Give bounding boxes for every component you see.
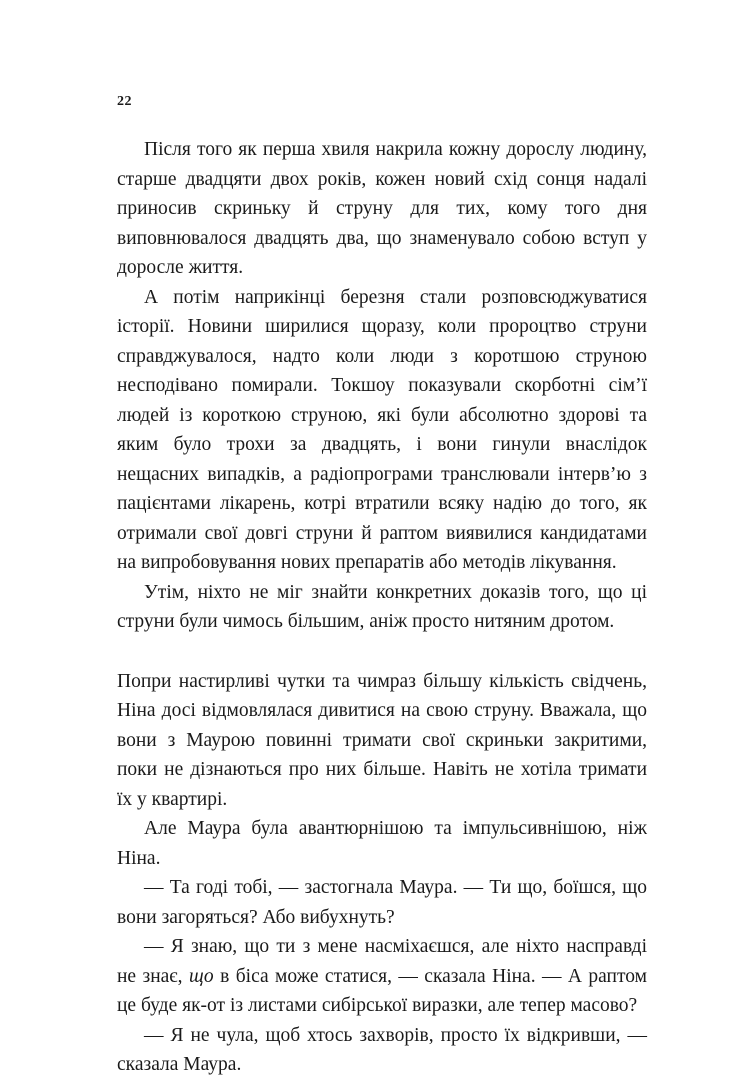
dialogue-maura-reply: — Я не чула, щоб хтось захворів, просто їх відкривши, — сказала Маура. [117,1024,647,1075]
paragraph-stories-spread: А потім наприкінці березня стали розповсюджуватися історії. Новини ширилися щоразу, коли пророцтво струни справджувалося, надто коли люди з коротшою струною несподівано помирали. Токшоу показували скорботні сім’ї людей із короткою струною, які були абсолютно здорові та яким було трохи за двадцять, і вони гинули внаслідок нещасних випадків, а радіопрограми транслювали інтерв’ю з пацієнтами лікарень, котрі втратили всяку надію до того, як отримали свої довгі струни й раптом виявилися кандидатами на випробовування нових препаратів або методів лікування. [117,286,647,573]
paragraph-no-proof: Утім, ніхто не міг знайти конкретних доказів того, що ці струни були чимось більшим, аніж просто нитяним дротом. [117,581,647,632]
dialogue-nina-reply [117,932,647,1021]
paragraph-nina-refuses: Попри настирливі чутки та чимраз більшу кількість свідчень, Ніна досі відмовлялася дивитися на свою струну. Вважала, що вони з Маурою повинні тримати свої скриньки закритими, поки не дізнаються про них більше. Навіть не хотіла тримати їх у квартирі. [117,670,647,810]
dialogue-maura-groan: — Та годі тобі, — застогнала Маура. — Ти що, боїшся, що вони загоряться? Або вибухнуть? [117,877,647,928]
paragraph-maura-adventurous: Але Маура була авантюрнішою та імпульсивнішою, ніж Ніна. [117,818,647,869]
emphasized-word: що [188,965,214,987]
paragraph-first-wave: Після того як перша хвиля накрила кожну дорослу людину, старше двадцяти двох років, кожен новий схід сонця надалі приносив скриньку й струну для тих, кому того дня виповнювалося двадцять два, що знаменувало собою вступ у доросле життя. [117,139,647,278]
page-body [117,135,647,1080]
section-break [117,637,647,667]
page-number: 22 [117,94,132,109]
dialogue-nina-reply-start: — Я знаю, що ти з мене насміхаєшся, але ніхто насправді не знає, [117,936,647,987]
dialogue-nina-reply-end: в біса може статися, — сказала Ніна. — А раптом це буде як-от із листами сибірської виразки, але тепер масово? [117,965,647,1016]
